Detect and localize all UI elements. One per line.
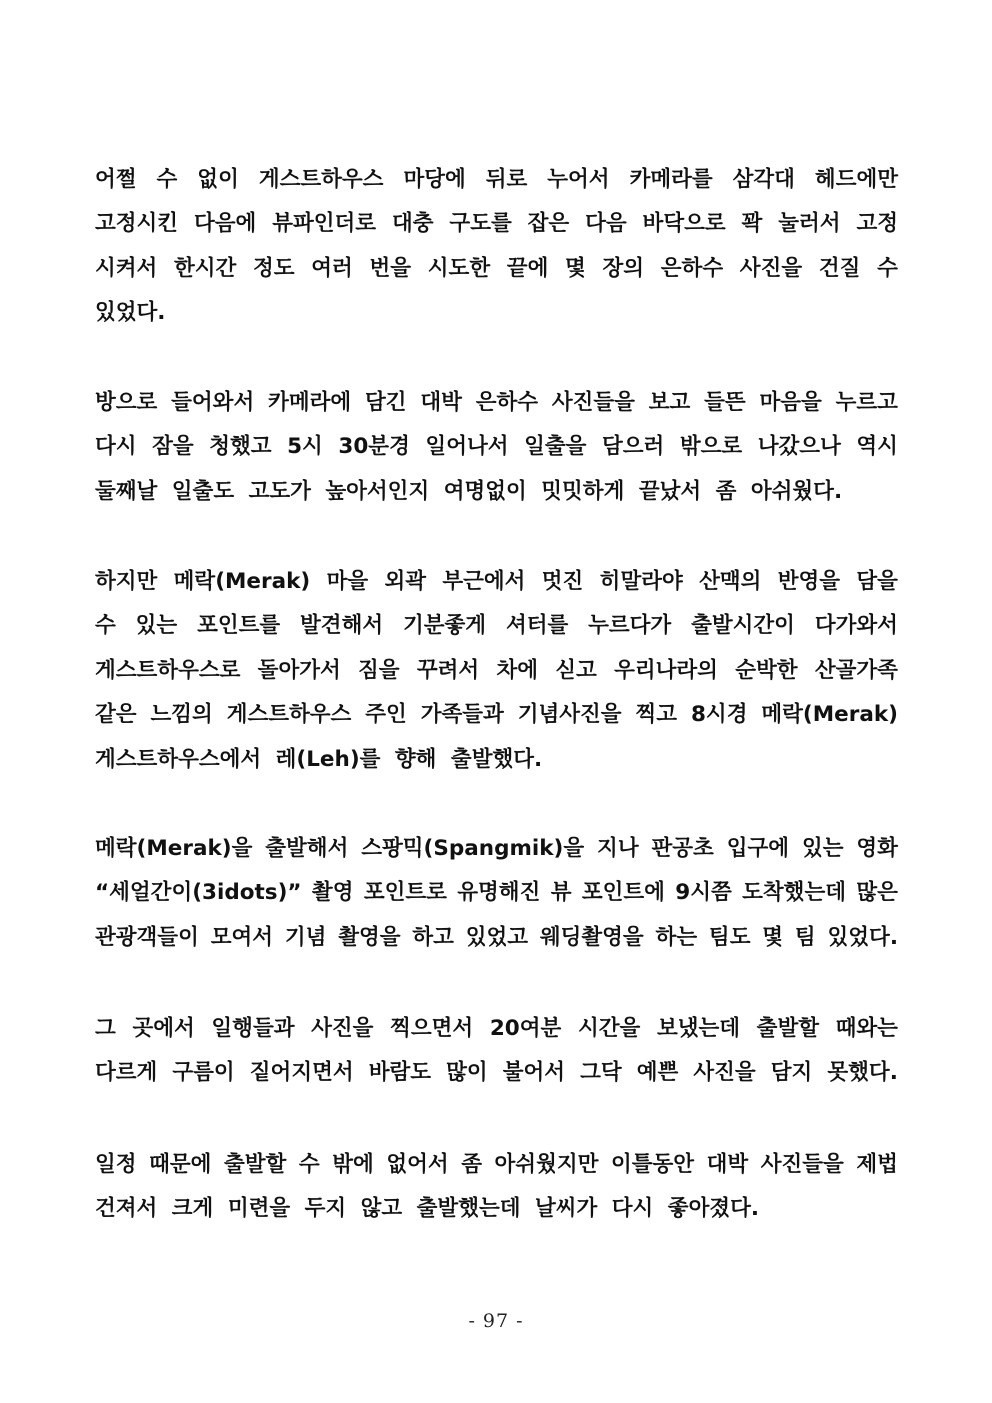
word: 셔터를 [505, 613, 569, 639]
word: 산맥의 [699, 568, 762, 594]
word: 보고 [648, 389, 691, 415]
word: 정도 [253, 255, 295, 281]
word: 메락(Merak) [761, 702, 898, 728]
paragraph-6 [95, 1140, 898, 1229]
word: 일정 [95, 1151, 137, 1177]
word: 찍으면서 [390, 1015, 474, 1041]
word: 지나 [597, 835, 639, 861]
word: 카메라를 [629, 166, 713, 192]
word: 담긴 [364, 389, 407, 415]
word: 바닥으로 [642, 211, 726, 237]
word: 일출을 [524, 434, 587, 460]
word: 많이 [446, 1060, 488, 1086]
word: 고정 [856, 211, 898, 237]
word: 마을 [326, 568, 369, 594]
word: 시간을 [577, 1015, 641, 1041]
word: 일행들과 [211, 1015, 295, 1041]
word: 대충 [391, 211, 434, 237]
word: 청했고 [209, 434, 272, 460]
word: 몇 [762, 924, 784, 950]
word: 사진들을 [551, 389, 635, 415]
word: 카메라에 [268, 389, 352, 415]
word: 누르다가 [588, 613, 672, 639]
text-line: 있었다. [95, 300, 166, 326]
word: 출발할 [756, 1015, 819, 1041]
word: 불어서 [502, 1060, 566, 1086]
word: 출발할 [223, 1151, 287, 1177]
word: 웨딩촬영을 [539, 924, 644, 950]
word: 사진을 [693, 1060, 756, 1086]
word: 장의 [602, 255, 645, 281]
word: 때와는 [835, 1015, 898, 1041]
word: 구름이 [172, 1060, 235, 1086]
word: 우리나라의 [614, 657, 718, 683]
word: 들뜬 [704, 389, 746, 415]
word: 메락(Merak)을 [95, 835, 253, 861]
word: 5시 [287, 434, 323, 460]
paragraph-4 [95, 824, 898, 958]
word: 다음 [585, 211, 627, 237]
word: 삼각대 [732, 166, 795, 192]
text-line [95, 557, 898, 602]
word: 포인트로 [363, 880, 447, 906]
text-line [95, 244, 898, 289]
word: 곳에서 [132, 1015, 195, 1041]
word: 밖으로 [679, 434, 743, 460]
word: 여러 [311, 255, 353, 281]
word: 순박한 [735, 657, 798, 683]
word: 게스트하우스 [226, 702, 352, 728]
word: 영화 [856, 835, 898, 861]
word: 역시 [856, 434, 898, 460]
word: 담으러 [601, 434, 665, 460]
word: 시도한 [427, 255, 491, 281]
word: 몇 [565, 255, 586, 281]
word: 꽉 [741, 211, 763, 237]
word: 입구에 [726, 835, 790, 861]
word: 사진들을 [760, 1151, 844, 1177]
word: 수 [298, 1151, 320, 1177]
word: 뒤로 [485, 166, 528, 192]
word: 돌아가서 [257, 657, 341, 683]
text-line [95, 423, 898, 468]
text-line [95, 155, 898, 200]
word: 도착했는데 [742, 880, 846, 906]
word: 판공초 [651, 835, 714, 861]
word: 못했다. [827, 1060, 898, 1086]
word: 누르고 [835, 389, 898, 415]
word: 구도를 [449, 211, 512, 237]
word: 이틀동안 [610, 1151, 695, 1177]
word: 밖에 [332, 1151, 374, 1177]
word: 8시경 [690, 702, 748, 728]
word: 같은 [95, 702, 137, 728]
word: 유명해진 [457, 880, 541, 906]
page-number: - 97 - [468, 1310, 524, 1332]
word: 건질 [818, 255, 861, 281]
word: 메락(Merak) [173, 568, 311, 594]
word: 하고 [412, 924, 454, 950]
word: 일어나서 [425, 434, 509, 460]
word: 수 [877, 255, 898, 281]
paragraph-2 [95, 378, 898, 512]
word: 잠을 [152, 434, 194, 460]
word: 은하수 [660, 255, 724, 281]
word: 기념 [284, 924, 327, 950]
word: 있는 [801, 835, 844, 861]
word: 마당에 [403, 166, 466, 192]
word: 한시간 [174, 255, 237, 281]
word: 사진을 [311, 1015, 374, 1041]
word: 헤드에만 [814, 166, 898, 192]
word: 그닥 [580, 1060, 622, 1086]
word: 뷰파인더로 [272, 211, 377, 237]
word: 마음을 [759, 389, 822, 415]
word: 있는 [135, 613, 178, 639]
text-line [95, 1049, 898, 1094]
word: 팀도 [708, 924, 751, 950]
word: 기념사진을 [517, 702, 622, 728]
word: 발견해서 [300, 613, 384, 639]
word: 그 [95, 1015, 116, 1041]
word: 반영을 [777, 568, 841, 594]
word: 모여서 [210, 924, 273, 950]
word: 게스트하우스로 [95, 657, 241, 683]
word: 바람도 [368, 1060, 432, 1086]
word: 기분좋게 [402, 613, 487, 639]
text-line [95, 646, 898, 691]
word: 방으로 [95, 389, 158, 415]
word: 없이 [197, 166, 239, 192]
word: 끝에 [506, 255, 549, 281]
word: 출발해서 [265, 835, 349, 861]
word: 포인트를 [197, 613, 281, 639]
paragraph-5 [95, 1004, 898, 1093]
word: 대박 [706, 1151, 749, 1177]
word: 많은 [856, 880, 898, 906]
word: 찍고 [635, 702, 678, 728]
word: 아쉬웠지만 [494, 1151, 599, 1177]
text-line [95, 602, 898, 647]
text-line: 건져서 크게 미련을 두지 않고 출발했는데 날씨가 다시 좋아졌다. [95, 1196, 760, 1222]
word: 누어서 [547, 166, 610, 192]
text-line: 둘째날 일출도 고도가 높아서인지 여명없이 밋밋하게 끝났서 좀 아쉬웠다. [95, 478, 843, 504]
word: 눌러서 [778, 211, 841, 237]
text-line [95, 1140, 898, 1185]
word: 싣고 [555, 657, 597, 683]
word: 대박 [420, 389, 462, 415]
word: 다시 [95, 434, 137, 460]
word: 멋진 [541, 568, 584, 594]
word: 게스트하우스 [258, 166, 384, 192]
word: 잡은 [527, 211, 570, 237]
word: 스팡믹(Spangmik)을 [361, 835, 585, 861]
word: 어쩔 [95, 166, 137, 192]
word: “세얼간이(3idots)” [95, 880, 302, 906]
word: 있었고 [465, 924, 529, 950]
word: 히말라야 [599, 568, 683, 594]
word: 수 [95, 613, 116, 639]
text-line [95, 913, 898, 958]
word: 고정시킨 [95, 211, 179, 237]
word: 차에 [496, 657, 538, 683]
word: 산골가족 [814, 657, 898, 683]
word: 없어서 [386, 1151, 449, 1177]
word: 관광객들이 [95, 924, 199, 950]
word: 사진을 [739, 255, 803, 281]
text-line [95, 869, 898, 914]
word: 다음에 [193, 211, 257, 237]
word: 번을 [369, 255, 412, 281]
word: 외곽 [384, 568, 427, 594]
word: 보냈는데 [656, 1015, 741, 1041]
word: 20여분 [489, 1015, 562, 1041]
text-line [95, 200, 898, 245]
word: 나갔으나 [757, 434, 841, 460]
word: 하지만 [95, 568, 158, 594]
word: 가족들과 [420, 702, 504, 728]
word: 출발시간이 [691, 613, 795, 639]
word: 담지 [770, 1060, 813, 1086]
word: 꾸려서 [416, 657, 480, 683]
word: 담을 [856, 568, 898, 594]
word: 때문에 [149, 1151, 212, 1177]
word: 느낌의 [150, 702, 213, 728]
word: 예쁜 [636, 1060, 679, 1086]
text-line [95, 378, 898, 423]
word: 좀 [461, 1151, 482, 1177]
text-line [95, 1004, 898, 1049]
word: 시켜서 [95, 255, 158, 281]
word: 짐을 [358, 657, 400, 683]
text-line [95, 691, 898, 736]
word: 팀 [794, 924, 816, 950]
word: 주인 [365, 702, 407, 728]
word: 하는 [655, 924, 698, 950]
word: 다르게 [95, 1060, 158, 1086]
word: 촬영 [311, 880, 354, 906]
word: 수 [156, 166, 178, 192]
word: 부근에서 [442, 568, 526, 594]
word: 은하수 [475, 389, 539, 415]
word: 다가와서 [814, 613, 898, 639]
paragraph-1 [95, 155, 898, 333]
paragraph-3 [95, 557, 898, 780]
word: 포인트에 [581, 880, 665, 906]
text-line [95, 824, 898, 869]
word: 짙어지면서 [249, 1060, 354, 1086]
word: 뷰 [550, 880, 572, 906]
word: 있었다. [827, 924, 898, 950]
word: 30분경 [338, 434, 410, 460]
word: 9시쯤 [675, 880, 732, 906]
word: 촬영을 [338, 924, 401, 950]
text-line: 게스트하우스에서 레(Leh)를 향해 출발했다. [95, 746, 543, 772]
word: 제법 [856, 1151, 898, 1177]
word: 들어와서 [171, 389, 255, 415]
